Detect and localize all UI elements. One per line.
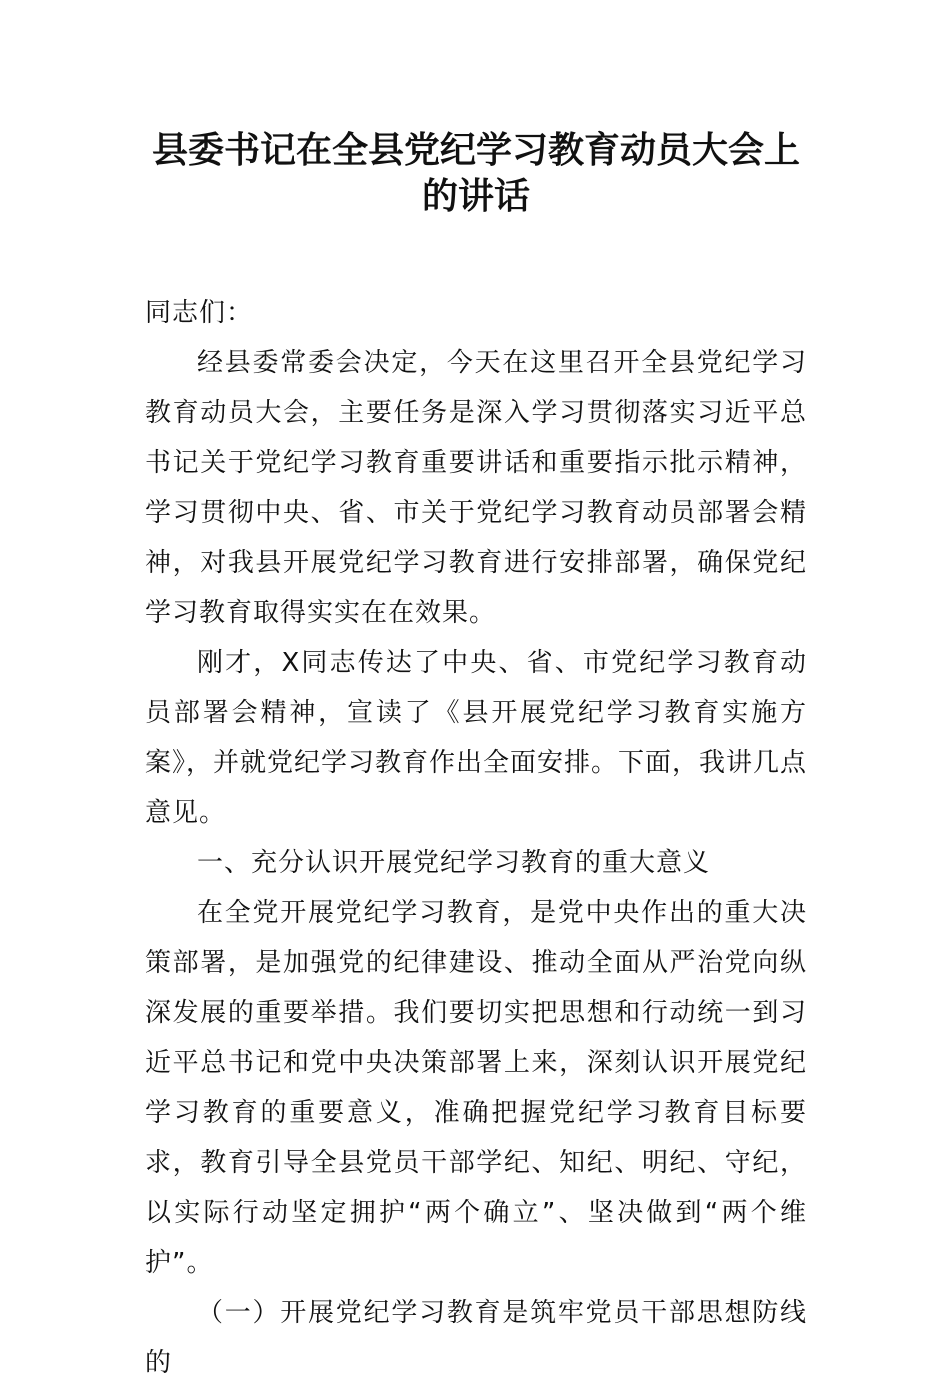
document-page bbox=[145, 128, 807, 1388]
section-heading-1: 一、充分认识开展党纪学习教育的重大意义 bbox=[197, 848, 711, 878]
paragraph-opening: 经县委常委会决定，今天在这里召开全县党纪学习教育动员大会，主要任务是深入学习贯彻落实习近平总书记关于党纪学习教育重要讲话和重要指示批示精神，学习贯彻中央、省、市关于党纪学习教育动员部署会精神，对我县开展党纪学习教育进行安排部署，确保党纪学习教育取得实实在在效果。 bbox=[145, 348, 807, 628]
subsection-heading-1: （一）开展党纪学习教育是筑牢党员干部思想防线的 bbox=[145, 1298, 807, 1378]
paragraph-section-1: 在全党开展党纪学习教育，是党中央作出的重大决策部署，是加强党的纪律建设、推动全面从严治党向纵深发展的重要举措。我们要切实把思想和行动统一到习近平总书记和党中央决策部署上来，深刻认识开展党纪学习教育的重要意义，准确把握党纪学习教育目标要求，教育引导全县党员干部学纪、知纪、明纪、守纪，以实际行动坚定拥护“两个确立”、坚决做到“两个维护”。 bbox=[145, 898, 807, 1278]
document-title: 县委书记在全县党纪学习教育动员大会上的讲话 bbox=[151, 130, 800, 217]
paragraph-intro: 刚才，X同志传达了中央、省、市党纪学习教育动员部署会精神，宣读了《县开展党纪学习教育实施方案》，并就党纪学习教育作出全面安排。下面，我讲几点意见。 bbox=[145, 648, 808, 828]
salutation: 同志们： bbox=[145, 298, 254, 328]
